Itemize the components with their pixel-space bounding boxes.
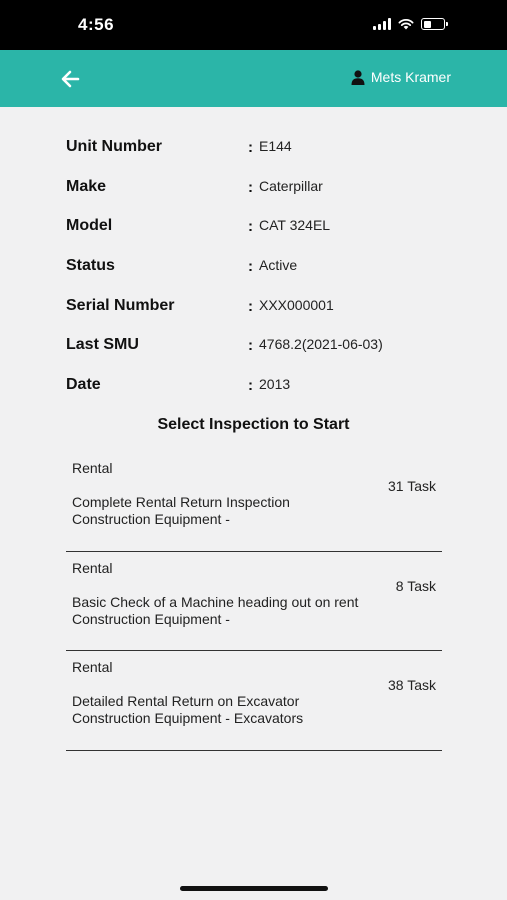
detail-row-last-smu	[66, 332, 456, 372]
person-icon	[351, 70, 365, 85]
detail-value: 4768.2(2021-06-03)	[259, 336, 383, 353]
inspection-category: Rental	[72, 460, 113, 476]
detail-label: Unit Number	[66, 138, 162, 155]
signal-icon	[373, 18, 391, 30]
detail-separator: :	[248, 178, 253, 196]
inspection-item[interactable]	[66, 552, 442, 652]
detail-label: Model	[66, 217, 113, 235]
back-button[interactable]	[58, 66, 84, 92]
inspection-task-count: 31 Task	[388, 478, 436, 494]
detail-row-status	[66, 253, 456, 293]
inspection-name: Detailed Rental Return on Excavator	[72, 693, 300, 709]
detail-row-make	[66, 174, 456, 214]
detail-separator: :	[248, 218, 253, 236]
status-time: 4:56	[78, 15, 115, 34]
detail-label: Last SMU	[66, 336, 139, 354]
inspection-list	[66, 452, 442, 751]
detail-label: Make	[66, 177, 107, 195]
inspection-task-count: 38 Task	[388, 677, 436, 693]
detail-row-serial-number	[66, 293, 456, 333]
inspection-subtitle: Construction Equipment - Excavators	[72, 710, 304, 726]
status-icons	[373, 18, 445, 30]
detail-value: Active	[259, 257, 298, 274]
inspection-subtitle: Construction Equipment -	[72, 511, 230, 527]
battery-icon	[421, 18, 445, 30]
inspection-category: Rental	[72, 659, 113, 675]
home-indicator[interactable]	[180, 886, 328, 891]
detail-label: Serial Number	[66, 296, 175, 314]
detail-value: Caterpillar	[259, 177, 323, 194]
arrow-left-icon	[58, 66, 84, 92]
inspection-name: Complete Rental Return Inspection	[72, 494, 290, 510]
detail-separator: :	[248, 258, 253, 276]
unit-details	[66, 134, 456, 412]
app-header	[0, 50, 507, 107]
inspection-subtitle: Construction Equipment -	[72, 610, 230, 627]
section-title: Select Inspection to Start	[157, 416, 350, 433]
inspection-item[interactable]	[66, 452, 442, 552]
detail-separator: :	[248, 139, 253, 156]
user-menu[interactable]	[351, 69, 451, 85]
inspection-task-count: 8 Task	[395, 577, 436, 594]
detail-value: E144	[259, 138, 292, 154]
detail-value: CAT 324EL	[259, 217, 331, 234]
detail-label: Status	[66, 257, 115, 275]
detail-separator: :	[248, 377, 253, 395]
user-name: Mets Kramer	[370, 69, 451, 85]
detail-row-model	[66, 213, 456, 253]
detail-separator: :	[248, 297, 253, 315]
detail-label: Date	[66, 376, 101, 394]
detail-value: 2013	[259, 376, 291, 393]
inspection-item[interactable]	[66, 651, 442, 751]
detail-row-date	[66, 372, 456, 412]
detail-row-unit-number	[66, 134, 456, 174]
detail-value: XXX000001	[259, 296, 334, 313]
inspection-category: Rental	[72, 559, 113, 576]
inspection-name: Basic Check of a Machine heading out on rent	[72, 593, 359, 610]
wifi-icon	[398, 18, 414, 30]
detail-separator: :	[248, 337, 253, 355]
status-bar	[0, 0, 507, 50]
